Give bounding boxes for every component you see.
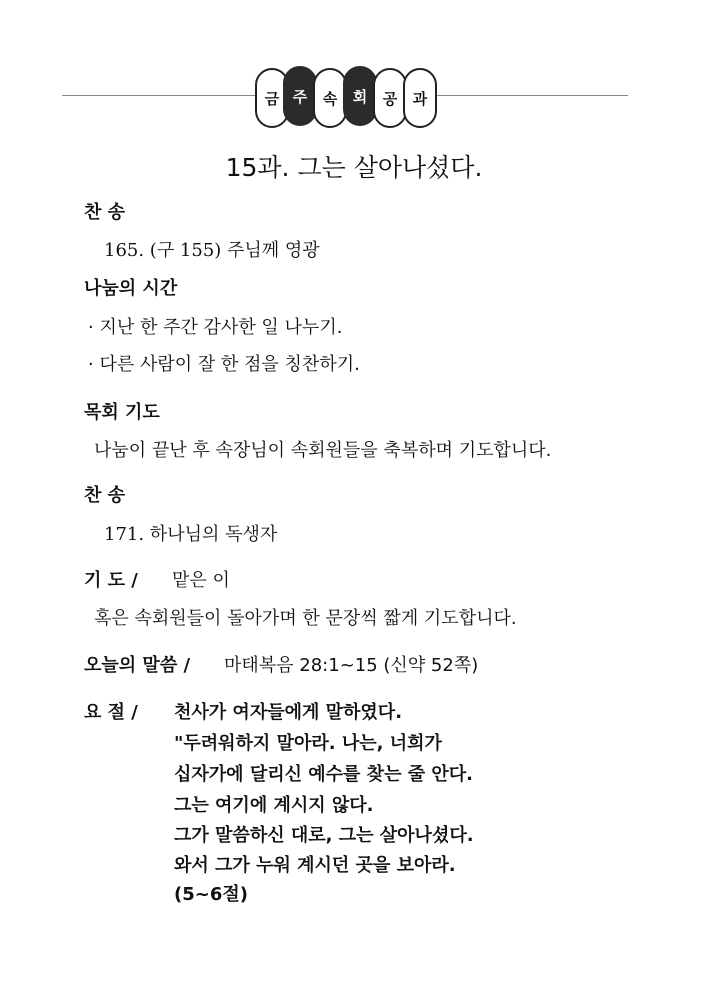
prayer-heading: 기 도 / [84,570,138,591]
key-verse-line: "두려워하지 말아라. 나는, 너희가 [174,733,442,754]
hymn1-text: 165. (구 155) 주님께 영광 [104,240,320,261]
key-verse-line: (5~6절) [174,884,248,905]
key-verse-line: 와서 그가 누워 계시던 곳을 보아라. [174,855,456,876]
sharing-item: · 다른 사람이 잘 한 점을 칭찬하기. [88,354,360,375]
badge-char: 속 [313,68,347,128]
hymn2-heading: 찬 송 [84,485,126,506]
word-text: 마태복음 28:1~15 (신약 52쪽) [224,655,479,676]
hymn2-text: 171. 하나님의 독생자 [104,524,278,545]
key-verse-line: 그가 말씀하신 대로, 그는 살아나셨다. [174,825,474,846]
badge-char: 회 [343,66,377,126]
header-rule-left [62,95,272,96]
header-badge [255,66,441,128]
sharing-heading: 나눔의 시간 [84,278,178,299]
word-heading: 오늘의 말씀 / [84,655,191,676]
lesson-title: 15과. 그는 살아나셨다. [225,153,483,182]
prayer-text: 혹은 속회원들이 돌아가며 한 문장씩 짧게 기도합니다. [94,608,517,629]
key-verse-heading: 요 절 / [84,702,138,723]
key-verse-line: 천사가 여자들에게 말하였다. [174,702,403,723]
prayer-role: 맡은 이 [172,570,230,591]
key-verse-line: 그는 여기에 계시지 않다. [174,795,374,816]
pastor-prayer-text: 나눔이 끝난 후 속장님이 속회원들을 축복하며 기도합니다. [94,440,552,461]
badge-char: 주 [283,66,317,126]
key-verse-line: 십자가에 달리신 예수를 찾는 줄 안다. [174,764,473,785]
badge-char: 과 [403,68,437,128]
hymn1-heading: 찬 송 [84,202,126,223]
pastor-prayer-heading: 목회 기도 [84,402,160,423]
sharing-item: · 지난 한 주간 감사한 일 나누기. [88,317,343,338]
badge-char: 금 [255,68,289,128]
badge-char: 공 [373,68,407,128]
header-rule-right [434,95,628,96]
